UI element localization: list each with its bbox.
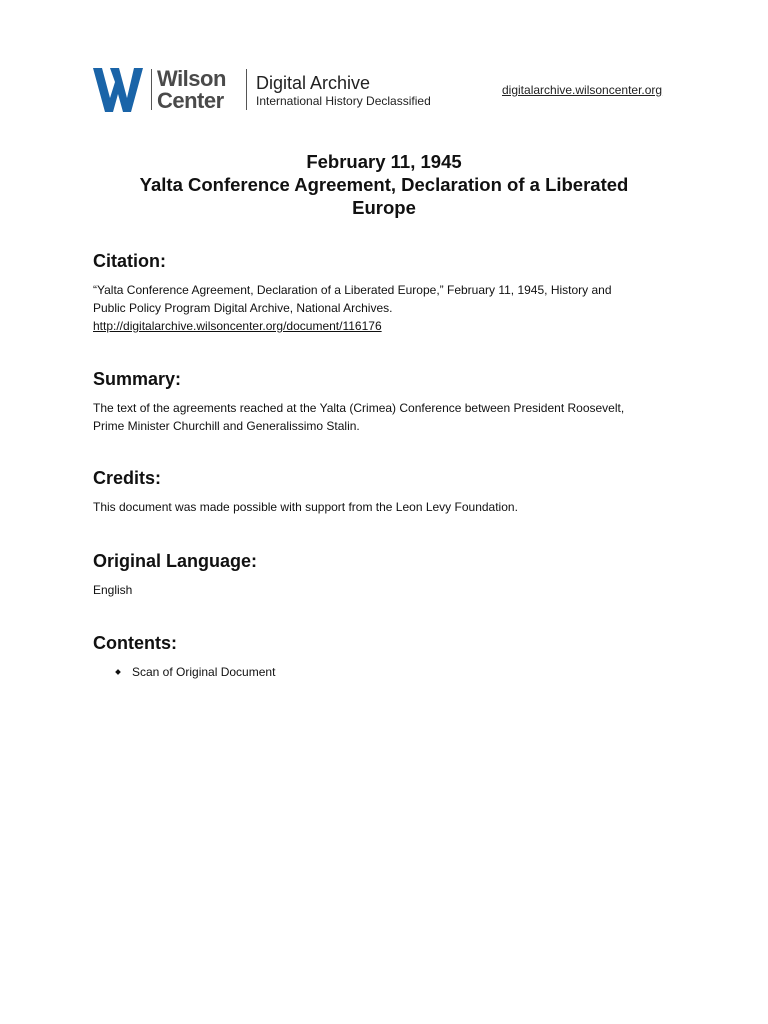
document-title-block <box>93 150 675 219</box>
original-language-text: English <box>93 583 133 597</box>
summary-section <box>93 368 675 435</box>
diamond-bullet-icon <box>115 669 121 675</box>
header-divider <box>246 69 247 110</box>
wilson-center-logo-icon <box>93 68 143 112</box>
document-title-line-1: Yalta Conference Agreement, Declaration of a Liberated <box>139 174 629 195</box>
logo-word-wilson: Wilson <box>157 66 226 91</box>
contents-list <box>93 663 675 681</box>
document-title-line-2: Europe <box>352 197 416 218</box>
citation-line-1: “Yalta Conference Agreement, Declaration of a Liberated Europe,” February 11, 1945, History and <box>93 283 612 297</box>
contents-item[interactable] <box>112 663 675 681</box>
citation-section <box>93 250 675 335</box>
digital-archive-title: Digital Archive <box>256 73 371 93</box>
summary-line-1: The text of the agreements reached at the Yalta (Crimea) Conference between President Roosevelt, <box>93 401 625 415</box>
site-link[interactable]: digitalarchive.wilsoncenter.org <box>502 83 663 97</box>
header <box>93 68 683 118</box>
credits-heading: Credits: <box>93 468 162 488</box>
citation-line-2: Public Policy Program Digital Archive, National Archives. <box>93 301 393 315</box>
original-language-section <box>93 550 675 599</box>
digital-archive-subtitle: International History Declassified <box>256 94 431 108</box>
citation-heading: Citation: <box>93 251 166 271</box>
summary-line-2: Prime Minister Churchill and Generalissimo Stalin. <box>93 419 360 433</box>
document-date: February 11, 1945 <box>306 151 462 172</box>
original-language-heading: Original Language: <box>93 551 258 571</box>
summary-heading: Summary: <box>93 369 182 389</box>
contents-heading: Contents: <box>93 633 177 653</box>
contents-section <box>93 632 675 681</box>
contents-item-label: Scan of Original Document <box>132 665 276 679</box>
logo-word-center: Center <box>157 88 224 113</box>
credits-text: This document was made possible with support from the Leon Levy Foundation. <box>93 500 518 514</box>
credits-section <box>93 467 675 516</box>
logo-divider <box>151 69 152 110</box>
citation-url-link[interactable]: http://digitalarchive.wilsoncenter.org/document/116176 <box>93 319 382 333</box>
